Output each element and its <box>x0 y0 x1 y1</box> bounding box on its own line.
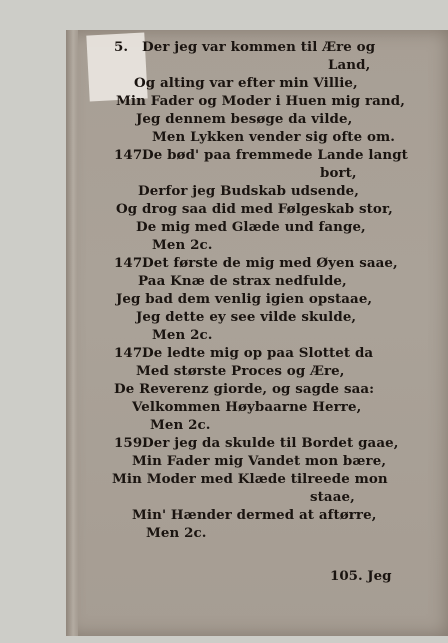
verse-line-text: Med største Proces og Ære, <box>136 363 345 379</box>
verse-line-text: Men 2c. <box>152 237 213 253</box>
verse-line-text: Min' Hænder dermed at aftørre, <box>132 507 377 523</box>
stanza-number: 147. <box>114 147 148 163</box>
verse-line-text: Velkommen Høybaarne Herre, <box>132 399 362 415</box>
verse-text-block <box>92 38 432 542</box>
verse-line-text: Men Lykken vender sig ofte om. <box>152 129 396 145</box>
verse-line <box>136 218 448 236</box>
verse-line-text: De ledte mig op paa Slottet da <box>142 345 374 361</box>
verse-line <box>150 416 448 434</box>
verse-line-text: Men 2c. <box>152 327 213 343</box>
verse-line-text: bort, <box>320 165 357 181</box>
page-spine-edge <box>66 30 78 636</box>
verse-line-text: De mig med Glæde und fange, <box>136 219 366 235</box>
verse-line <box>132 452 448 470</box>
verse-line-text: Det første de mig med Øyen saae, <box>142 255 398 271</box>
verse-line <box>134 74 448 92</box>
verse-line <box>138 272 448 290</box>
verse-line <box>114 434 448 452</box>
stanza-number: 159. <box>114 435 148 451</box>
verse-line <box>138 182 448 200</box>
verse-line <box>136 362 448 380</box>
stanza-number: 5. <box>114 39 129 55</box>
verse-line <box>132 398 448 416</box>
verse-line-text: Min Fader mig Vandet mon bære, <box>132 453 387 469</box>
verse-line <box>114 38 448 56</box>
verse-line-text: staae, <box>310 489 355 505</box>
verse-line <box>136 308 448 326</box>
verse-line <box>152 236 448 254</box>
verse-line-text: Jeg bad dem venlig igien opstaae, <box>116 291 373 307</box>
verse-line-text: Derfor jeg Budskab udsende, <box>138 183 360 199</box>
verse-line <box>136 110 448 128</box>
stanza-number: 147. <box>114 345 148 361</box>
verse-line <box>114 254 448 272</box>
verse-line-text: Min Fader og Moder i Huen mig rand, <box>116 93 405 109</box>
verse-line <box>116 290 448 308</box>
verse-line <box>152 128 448 146</box>
verse-line-text: Land, <box>328 57 371 73</box>
verse-line <box>328 56 448 74</box>
verse-line <box>132 506 448 524</box>
verse-line <box>114 380 448 398</box>
verse-line <box>112 470 448 488</box>
verse-line-text: Der jeg var kommen til Ære og <box>142 39 376 55</box>
catchword: 105. Jeg <box>330 568 392 584</box>
verse-line <box>114 344 448 362</box>
verse-line-text: De bød' paa fremmede Lande langt <box>142 147 408 163</box>
verse-line-text: De Reverenz giorde, og sagde saa: <box>114 381 375 397</box>
verse-line-text: Der jeg da skulde til Bordet gaae, <box>142 435 399 451</box>
verse-line-text: Jeg dennem besøge da vilde, <box>136 111 353 127</box>
verse-line <box>116 200 448 218</box>
verse-line-text: Min Moder med Klæde tilreede mon <box>112 471 388 487</box>
verse-line-text: Paa Knæ de strax nedfulde, <box>138 273 347 289</box>
verse-line-text: Men 2c. <box>146 525 207 541</box>
verse-line <box>152 326 448 344</box>
verse-line-text: Jeg dette ey see vilde skulde, <box>136 309 357 325</box>
verse-line <box>114 146 448 164</box>
verse-line <box>146 524 448 542</box>
verse-line-text: Men 2c. <box>150 417 211 433</box>
verse-line <box>320 164 448 182</box>
verse-line-text: Og drog saa did med Følgeskab stor, <box>116 201 393 217</box>
verse-line-text: Og alting var efter min Villie, <box>134 75 358 91</box>
verse-line <box>310 488 448 506</box>
verse-line <box>116 92 448 110</box>
stanza-number: 147. <box>114 255 148 271</box>
